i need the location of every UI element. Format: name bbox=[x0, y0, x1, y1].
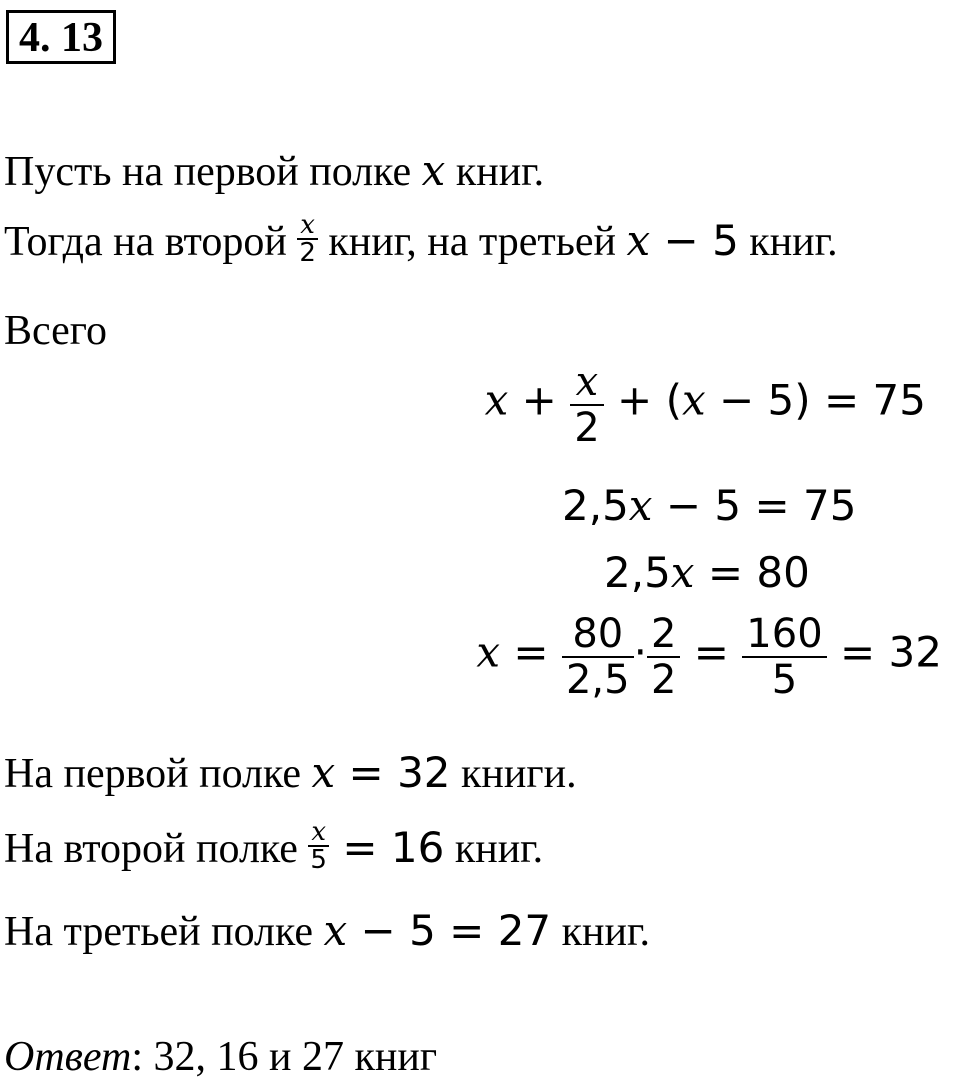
equation-3 bbox=[604, 548, 810, 597]
fraction-denominator: 2 bbox=[299, 238, 316, 269]
equation-4 bbox=[476, 612, 942, 702]
answer-label: Ответ bbox=[4, 1034, 132, 1080]
result-equation: = 32 bbox=[335, 748, 451, 797]
result-tail: книги. bbox=[450, 751, 577, 797]
var-x: x bbox=[484, 375, 509, 425]
result-tail: книг. bbox=[444, 826, 544, 872]
line-1-tail: книг. bbox=[445, 149, 545, 195]
result-text: На второй полке bbox=[4, 826, 309, 872]
var-x: x bbox=[323, 906, 348, 955]
problem-number: 4. 13 bbox=[6, 10, 116, 64]
var-x: x bbox=[421, 146, 446, 195]
fraction-numerator: 80 bbox=[572, 611, 624, 657]
answer-line bbox=[4, 1036, 437, 1078]
equals-sign: = bbox=[680, 627, 743, 677]
fraction-numerator: x bbox=[300, 210, 315, 241]
var-x: x bbox=[626, 216, 651, 265]
fraction-denominator: 2 bbox=[574, 405, 600, 451]
fraction-numerator: 2 bbox=[650, 611, 677, 657]
fraction-numerator: 160 bbox=[746, 611, 823, 657]
result-text: На первой полке bbox=[4, 751, 312, 797]
line-2-pre: Тогда на второй bbox=[4, 219, 298, 265]
result-line-3 bbox=[4, 906, 650, 955]
equals-sign: = bbox=[500, 627, 562, 677]
var-x: x bbox=[311, 748, 336, 797]
line-1-text: Пусть на первой полке bbox=[4, 149, 422, 195]
equation-part: − 5 = 75 bbox=[652, 481, 857, 530]
coefficient: 2,5 bbox=[562, 481, 629, 530]
coefficient: 2,5 bbox=[604, 548, 671, 597]
var-x: x bbox=[681, 375, 706, 425]
equation-1 bbox=[485, 360, 926, 450]
equation-part: − 5) = 75 bbox=[705, 375, 926, 425]
result-tail: книг. bbox=[551, 909, 650, 955]
result-equation: − 5 = 27 bbox=[347, 906, 552, 955]
line-2-tail: книг. bbox=[738, 219, 838, 265]
fraction-numerator: x bbox=[575, 359, 599, 405]
line-2-op: − 5 bbox=[650, 216, 739, 265]
result-equation: = 16 bbox=[328, 823, 445, 872]
fraction-x-over-2 bbox=[297, 210, 318, 269]
fraction-160-over-5 bbox=[742, 612, 826, 702]
line-2-mid: книг, на третьей bbox=[317, 219, 627, 265]
fraction-numerator: x bbox=[311, 817, 327, 848]
fraction-denominator: 2 bbox=[650, 657, 677, 703]
fraction-denominator: 2,5 bbox=[565, 657, 630, 703]
text-line-1 bbox=[4, 146, 545, 195]
text-line-2 bbox=[4, 210, 838, 269]
equation-part: = 32 bbox=[826, 627, 942, 677]
fraction-x-over-2 bbox=[570, 360, 603, 450]
result-line-2 bbox=[4, 817, 544, 876]
equation-2 bbox=[562, 481, 857, 530]
fraction-2-over-2 bbox=[647, 612, 680, 702]
fraction-denominator: 5 bbox=[310, 845, 327, 876]
equation-part: + ( bbox=[603, 375, 682, 425]
var-x: x bbox=[670, 548, 695, 597]
fraction-80-over-2-5 bbox=[562, 612, 634, 702]
var-x: x bbox=[476, 627, 501, 677]
result-line-1 bbox=[4, 748, 577, 797]
equation-part: = 80 bbox=[694, 548, 810, 597]
answer-text: 32, 16 и 27 книг bbox=[142, 1034, 438, 1080]
result-text: На третьей полке bbox=[4, 909, 324, 955]
fraction-x-over-5 bbox=[308, 817, 329, 876]
text-line-3: Всего bbox=[4, 308, 107, 354]
plus-sign: + bbox=[508, 375, 571, 425]
multiply-dot: · bbox=[633, 627, 647, 677]
answer-colon: : bbox=[131, 1034, 143, 1080]
var-x: x bbox=[628, 481, 653, 530]
fraction-denominator: 5 bbox=[771, 657, 798, 703]
